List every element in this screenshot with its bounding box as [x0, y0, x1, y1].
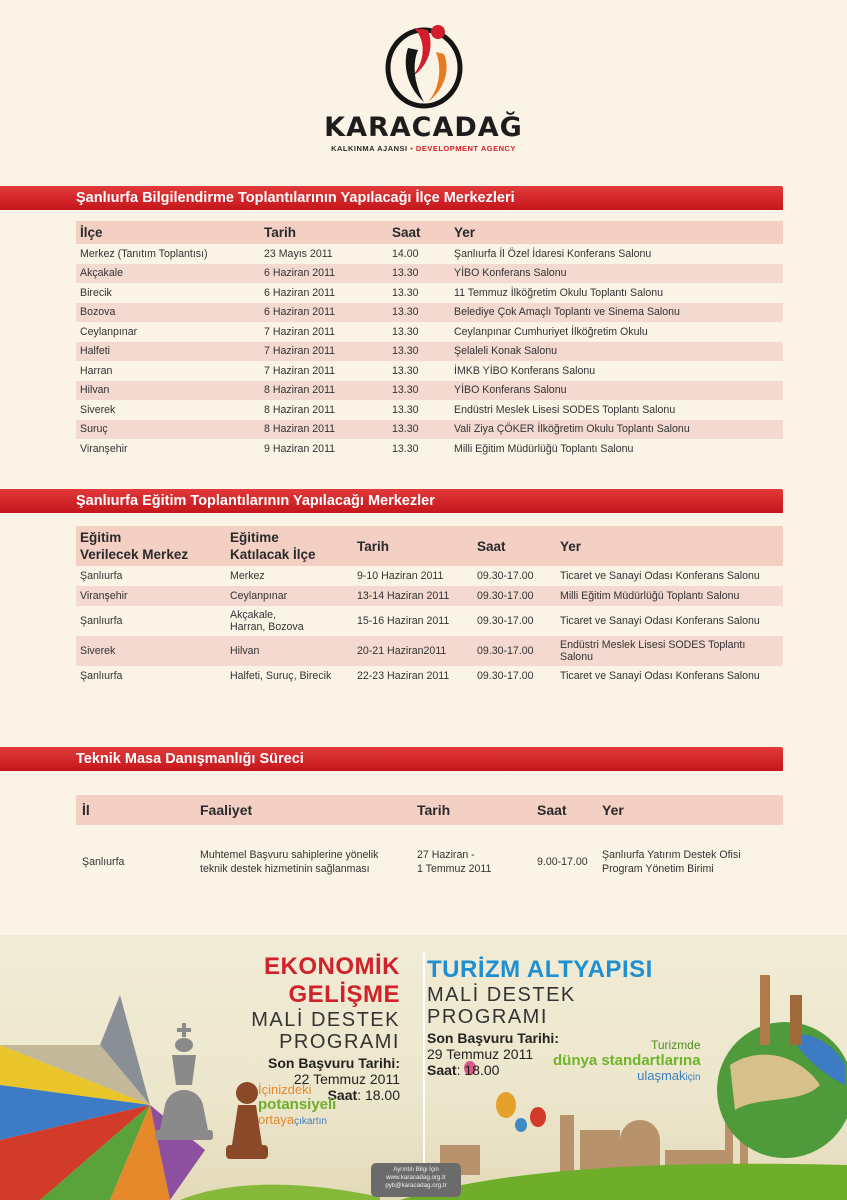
- cell-saat: 13.30: [388, 303, 450, 323]
- cell-yer: Ceylanpınar Cumhuriyet İlköğretim Okulu: [454, 325, 648, 338]
- program-tourism-time: Saat: 18.00: [427, 1062, 500, 1078]
- slogan-line2: potansiyeli: [258, 1096, 337, 1113]
- cell-merkez: [76, 666, 226, 686]
- cell-tarih: 8 Haziran 2011: [260, 420, 388, 440]
- cell-yer-line1: Şanlıurfa Yatırım Destek Ofisi: [602, 848, 741, 861]
- table-row: [76, 303, 783, 323]
- slogan-line4: çıkartın: [294, 1116, 327, 1127]
- cell-saat-line1: 09.30-17.00: [477, 615, 534, 627]
- cell-yer: Endüstri Meslek Lisesi SODES Toplantı Salonu: [454, 403, 676, 416]
- cell-tarih: 23 Mayıs 2011: [264, 247, 333, 260]
- slogan-line4: için: [685, 1072, 701, 1083]
- header-merkez: [76, 526, 226, 566]
- globe-icon: [717, 975, 847, 1158]
- program-economic-time: Saat: 18.00: [327, 1087, 400, 1103]
- cell-yer: YİBO Konferans Salonu: [450, 381, 783, 401]
- table-row: [76, 400, 783, 420]
- section1-title: Şanlıurfa Bilgilendirme Toplantılarının Yapılacağı İlçe Merkezleri: [76, 190, 515, 206]
- cell-merkez-line1: Şanlıurfa: [80, 670, 123, 682]
- cell-ilce: [226, 666, 353, 686]
- brand-sub-left: KALKINMA AJANSI: [331, 144, 408, 153]
- cell-ilce: Suruç: [76, 420, 260, 440]
- header-yer: Yer: [450, 221, 783, 244]
- table-row: [76, 342, 783, 362]
- cell-ilce: Ceylanpınar: [80, 325, 138, 338]
- cell-tarih-line1: 15-16 Haziran 2011: [357, 615, 450, 627]
- header-tarih: Tarih: [260, 221, 388, 244]
- cell-yer-line1: Endüstri Meslek Lisesi SODES Toplantı: [560, 639, 746, 651]
- table-row: [76, 420, 783, 440]
- cell-ilce-line1: Hilvan: [230, 645, 260, 657]
- cell-tarih: [353, 606, 473, 636]
- cell-saat: 13.30: [392, 286, 419, 299]
- cell-saat: 13.30: [388, 264, 450, 284]
- brand-name: KARACADAĞ: [324, 112, 523, 143]
- brand-subtitle: KALKINMA AJANSI • DEVELOPMENT AGENCY: [331, 144, 516, 153]
- program-economic-title: EKONOMİK GELİŞME: [264, 953, 400, 1008]
- cell-tarih-line1: 22-23 Haziran 2011: [357, 670, 450, 682]
- program-economic-deadline: Son Başvuru Tarihi:: [268, 1055, 400, 1071]
- cell-ilce-line2: Harran, Bozova: [230, 621, 304, 633]
- cell-saat: [473, 636, 556, 666]
- cell-ilce: Bozova: [76, 303, 260, 323]
- time-value: 18.00: [464, 1062, 500, 1078]
- cell-faaliyet-line1: Muhtemel Başvuru sahiplerine yönelik: [200, 848, 379, 861]
- cell-ilce: [226, 636, 353, 666]
- cell-il: Şanlıurfa: [82, 855, 125, 868]
- cell-saat: [473, 586, 556, 606]
- cell-saat: 14.00: [392, 247, 419, 260]
- slogan-tourism: [553, 1038, 701, 1085]
- deadline-label: Son Başvuru Tarihi: [427, 1030, 555, 1046]
- contact-box: [371, 1163, 461, 1197]
- table-row: [76, 381, 783, 401]
- header-ilce: [226, 526, 353, 566]
- table-row: [76, 264, 783, 284]
- cell-ilce-line1: Akçakale,: [230, 609, 276, 621]
- section3-title-bar: [0, 747, 783, 771]
- cell-ilce: Hilvan: [76, 381, 260, 401]
- deadline-label: Son Başvuru Tarihi: [268, 1055, 396, 1071]
- cell-saat: 13.30: [392, 325, 419, 338]
- cell-yer: Vali Ziya ÇÖKER İlköğretim Okulu Toplantı Salonu: [450, 420, 783, 440]
- cell-tarih-line1: 27 Haziran -: [417, 848, 475, 861]
- cell-tarih: 7 Haziran 2011: [260, 342, 388, 362]
- header-ilce: İlçe: [76, 221, 260, 244]
- table-row: [76, 666, 783, 686]
- cell-ilce-line1: Halfeti, Suruç, Birecik: [230, 670, 332, 682]
- cell-saat: [473, 666, 556, 686]
- slogan-line2: dünya standartlarına: [553, 1052, 701, 1069]
- table-row: [76, 439, 783, 459]
- cell-yer: Milli Eğitim Müdürlüğü Toplantı Salonu: [454, 442, 634, 455]
- slogan-line3: [258, 1112, 336, 1129]
- cell-yer-line1: Ticaret ve Sanayi Odası Konferans Salonu: [560, 615, 760, 627]
- cell-yer-line1: Milli Eğitim Müdürlüğü Toplantı Salonu: [560, 590, 740, 602]
- cell-tarih: 6 Haziran 2011: [260, 303, 388, 323]
- contact-website[interactable]: www.karacadag.org.tr: [386, 1174, 446, 1181]
- header-saat: Saat: [388, 221, 450, 244]
- header-tarih: Tarih: [353, 526, 473, 566]
- slogan-line3-text: ortaya: [258, 1112, 295, 1127]
- cell-merkez-line1: Şanlıurfa: [80, 615, 123, 627]
- section3-title: Teknik Masa Danışmanlığı Süreci: [76, 751, 304, 767]
- cell-saat: 13.30: [392, 364, 419, 377]
- cell-merkez-line1: Şanlıurfa: [80, 570, 123, 582]
- time-label: Saat: [327, 1087, 358, 1103]
- table-row: [76, 283, 783, 303]
- cell-tarih: 7 Haziran 2011: [264, 364, 336, 377]
- cell-yer: [556, 606, 783, 636]
- cell-yer: 11 Temmuz İlköğretim Okulu Toplantı Salonu: [454, 286, 664, 299]
- brand-sub-right: DEVELOPMENT AGENCY: [415, 144, 516, 153]
- cell-saat-line1: 09.30-17.00: [477, 645, 534, 657]
- cell-faaliyet-line2: teknik destek hizmetinin sağlanması: [200, 862, 370, 875]
- program-economic: [160, 953, 400, 1103]
- cell-merkez: [76, 606, 226, 636]
- karacadag-emblem-icon: [384, 18, 464, 110]
- cell-yer: Şanlıurfa İl Özel İdaresi Konferans Salonu: [454, 247, 652, 260]
- cell-saat-line1: 09.30-17.00: [477, 570, 534, 582]
- slogan-line1: İçinizdeki: [258, 1082, 312, 1097]
- header-yer: Yer: [556, 526, 783, 566]
- cell-yer: Şelaleli Konak Salonu: [450, 342, 783, 362]
- cell-saat-line1: 09.30-17.00: [477, 670, 534, 682]
- cell-tarih: [353, 566, 473, 586]
- cell-ilce: Merkez (Tanıtım Toplantısı): [80, 247, 208, 260]
- consultancy-table: [76, 795, 783, 898]
- header-tarih: Tarih: [411, 795, 531, 825]
- cell-tarih-line1: 9-10 Haziran 2011: [357, 570, 444, 582]
- program-tourism-deadline: Son Başvuru Tarihi:: [427, 1030, 559, 1046]
- section2-title-bar: [0, 489, 783, 513]
- cell-yer: YİBO Konferans Salonu: [450, 264, 783, 284]
- cell-ilce: Harran: [80, 364, 113, 377]
- table-header-row: [76, 795, 783, 825]
- cell-ilce-line1: Ceylanpınar: [230, 590, 288, 602]
- cell-merkez-line1: Siverek: [80, 645, 116, 657]
- cell-yer: [556, 666, 783, 686]
- section1-title-bar: [0, 186, 783, 210]
- training-table: [76, 526, 783, 686]
- cell-tarih-line2: 1 Temmuz 2011: [417, 862, 492, 875]
- program-economic-subtitle: MALİ DESTEK PROGRAMI: [251, 1009, 400, 1053]
- header-ilce-line2: Katılacak İlçe: [230, 547, 316, 562]
- table-row: [76, 825, 783, 898]
- header-saat: Saat: [531, 795, 596, 825]
- cell-tarih: [411, 825, 531, 898]
- cell-ilce: Halfeti: [76, 342, 260, 362]
- cell-tarih: 8 Haziran 2011: [260, 381, 388, 401]
- table-row: [76, 636, 783, 666]
- contact-email[interactable]: pyb@karacadag.org.tr: [385, 1182, 447, 1189]
- cell-saat: [473, 606, 556, 636]
- cell-ilce: [226, 566, 353, 586]
- time-value: 18.00: [364, 1087, 400, 1103]
- cell-yer-line1: Ticaret ve Sanayi Odası Konferans Salonu: [560, 570, 760, 582]
- cell-ilce: [226, 586, 353, 606]
- cell-saat-line1: 09.30-17.00: [477, 590, 534, 602]
- cell-merkez: [76, 636, 226, 666]
- cell-tarih: 8 Haziran 2011: [264, 403, 336, 416]
- time-label: Saat: [427, 1062, 457, 1078]
- header-il: İl: [76, 795, 194, 825]
- header-ilce-line1: Eğitime: [230, 530, 279, 545]
- header-merkez-line1: Eğitim: [80, 530, 122, 545]
- cell-ilce: Viranşehir: [80, 442, 128, 455]
- cell-yer: [556, 586, 783, 606]
- table-row: [76, 566, 783, 586]
- cell-ilce: Siverek: [80, 403, 116, 416]
- meetings-table: [76, 221, 783, 459]
- cell-yer: Belediye Çok Amaçlı Toplantı ve Sinema Salonu: [450, 303, 783, 323]
- table-row: [76, 586, 783, 606]
- program-tourism-title: TURİZM ALTYAPISI: [427, 956, 653, 983]
- cell-tarih: 7 Haziran 2011: [264, 325, 336, 338]
- cell-yer: [556, 566, 783, 586]
- table-row: [76, 322, 783, 342]
- cell-yer-line2: Program Yönetim Birimi: [602, 862, 714, 875]
- cell-faaliyet: [194, 825, 411, 898]
- cell-tarih: 6 Haziran 2011: [260, 264, 388, 284]
- program-economic-date: 22 Temmuz 2011: [293, 1071, 400, 1087]
- table-row: [76, 361, 783, 381]
- contact-label: Ayrıntılı Bilgi İçin: [393, 1166, 439, 1173]
- cell-tarih: [353, 666, 473, 686]
- header-merkez-line2: Verilecek Merkez: [80, 547, 189, 562]
- header-saat: Saat: [473, 526, 556, 566]
- cell-yer-line2: Salonu: [560, 651, 593, 663]
- cell-ilce: [226, 606, 353, 636]
- slogan-line3-text: ulaşmak: [637, 1068, 686, 1083]
- table-row: [76, 606, 783, 636]
- cell-tarih: [353, 636, 473, 666]
- cell-tarih-line1: 20-21 Haziran2011: [357, 645, 447, 657]
- cell-yer-line1: Ticaret ve Sanayi Odası Konferans Salonu: [560, 670, 760, 682]
- header-faaliyet: Faaliyet: [194, 795, 411, 825]
- cell-saat: 9.00-17.00: [537, 855, 588, 868]
- cell-yer: [596, 825, 783, 898]
- cell-saat: 13.30: [388, 342, 450, 362]
- cell-tarih: 6 Haziran 2011: [264, 286, 336, 299]
- cell-merkez-line1: Viranşehir: [80, 590, 128, 602]
- table-row: [76, 244, 783, 264]
- slogan-potential: [258, 1082, 336, 1129]
- cell-merkez: [76, 566, 226, 586]
- cell-ilce: Akçakale: [76, 264, 260, 284]
- promo-banner: [0, 935, 847, 1200]
- cell-saat: 13.30: [392, 442, 419, 455]
- program-tourism-subtitle: MALİ DESTEK PROGRAMI: [427, 984, 576, 1028]
- cell-yer: İMKB YİBO Konferans Salonu: [454, 364, 596, 377]
- cell-merkez: [76, 586, 226, 606]
- cell-tarih-line1: 13-14 Haziran 2011: [357, 590, 450, 602]
- cell-tarih: 9 Haziran 2011: [264, 442, 336, 455]
- cell-saat: 13.30: [388, 381, 450, 401]
- slogan-line3: [553, 1068, 701, 1085]
- cell-ilce-line1: Merkez: [230, 570, 265, 582]
- cell-tarih: [353, 586, 473, 606]
- agency-logo: [0, 18, 847, 153]
- program-tourism-date: 29 Temmuz 2011: [427, 1046, 534, 1062]
- cell-yer: [556, 636, 783, 666]
- banner-illustration: [0, 935, 847, 1200]
- cell-saat: 13.30: [392, 403, 419, 416]
- table-header-row: [76, 221, 783, 244]
- cell-saat: [473, 566, 556, 586]
- header-yer: Yer: [596, 795, 783, 825]
- cell-saat: 13.30: [388, 420, 450, 440]
- cell-ilce: Birecik: [80, 286, 112, 299]
- table-header-row: [76, 526, 783, 566]
- slogan-line1: Turizmde: [650, 1038, 701, 1052]
- section2-title: Şanlıurfa Eğitim Toplantılarının Yapılacağı Merkezler: [76, 493, 435, 509]
